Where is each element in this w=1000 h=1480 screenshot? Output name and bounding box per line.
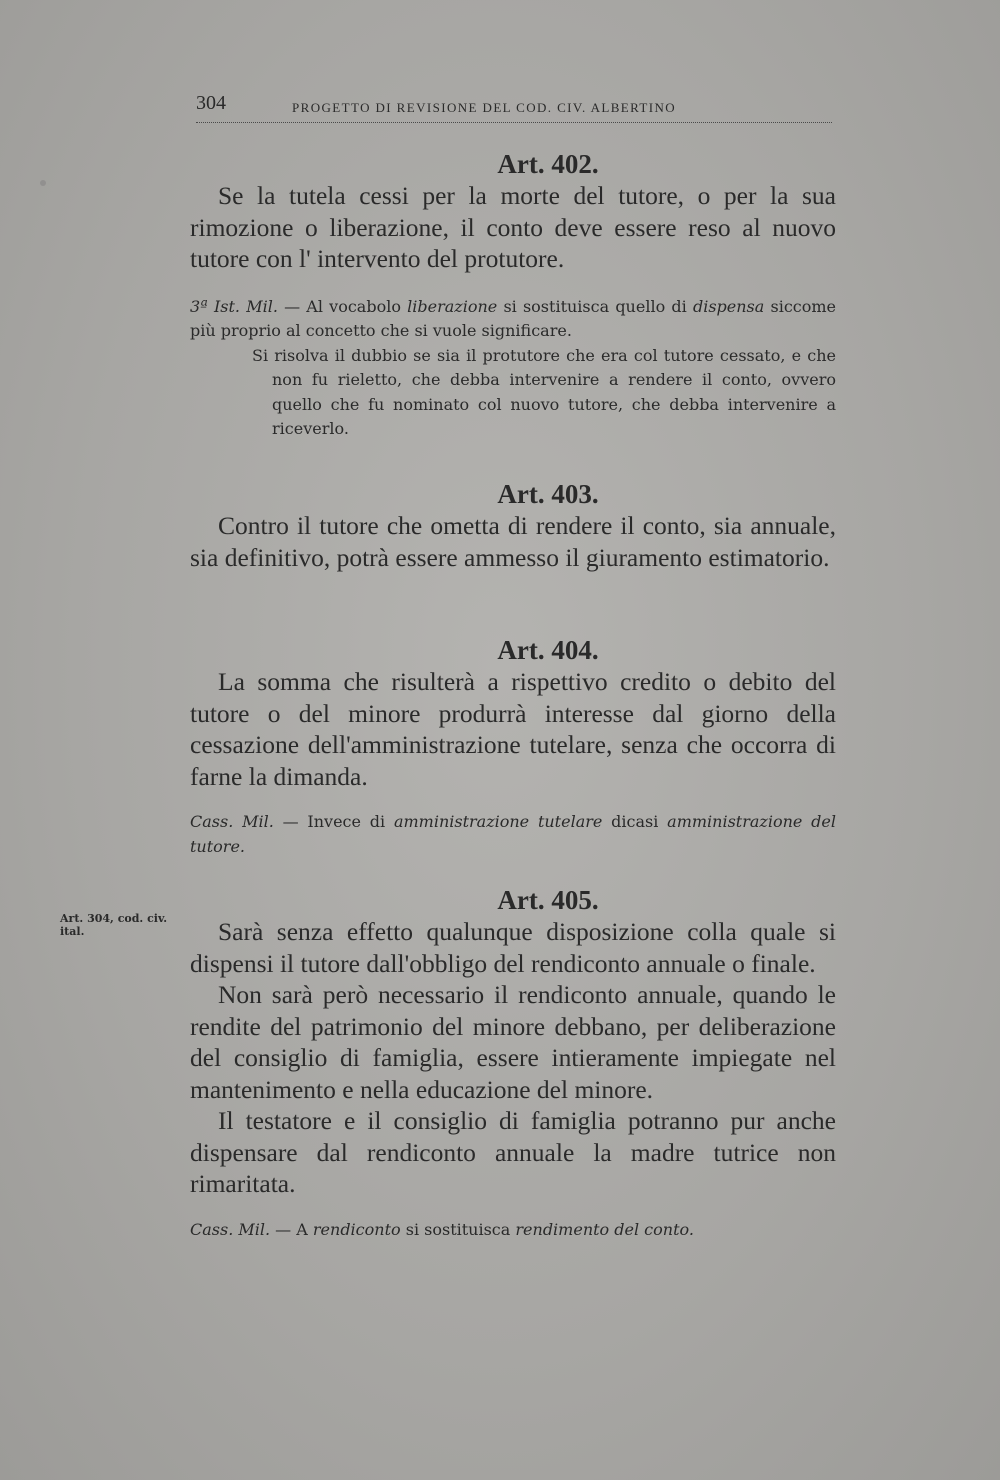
article-note-2: Si risolva il dubbio se sia il protutore che era col tutore cessato, e che non fu rieletto, che debba intervenire a rendere il conto, ovvero quello che fu nominato col nuovo tutore, che debba intervenire a riceverlo.	[252, 345, 836, 438]
article-heading: Art. 404.	[497, 635, 599, 665]
article-heading: Art. 402.	[497, 149, 599, 179]
article-text: La somma che risulterà a rispettivo credito o debito del tutore o del minore produrrà interesse dal giorno della cessazione dell'amministrazione tutelare, senza che occorra di farne la dimanda.	[190, 667, 836, 791]
article-heading: Art. 403.	[497, 479, 599, 509]
note-text-mid: si sostituisca quello di	[497, 296, 693, 316]
note-text-pre: — Al vocabolo	[277, 296, 408, 316]
page-smudge	[40, 180, 46, 186]
note-italic-1: amministrazione tutelare	[393, 812, 603, 831]
article-paragraph-1: Sarà senza effetto qualunque disposizione colla quale si dispensi il tutore dall'obbligo del rendiconto annuale o finale.	[190, 917, 836, 978]
article-405	[190, 884, 836, 1242]
note-source: Cass. Mil.	[190, 1219, 271, 1239]
article-paragraph-3: Il testatore e il consiglio di famiglia potranno pur anche dispensare dal rendiconto annuale la madre tutrice non rimaritata.	[190, 1106, 836, 1198]
note-text-mid: si sostituisca	[400, 1219, 516, 1239]
article-note	[190, 810, 836, 859]
note-italic-2: amministrazione del tutore.	[190, 812, 836, 856]
note-text-pre: — Invece di	[273, 812, 394, 831]
note-italic-2: rendimento del conto.	[515, 1219, 694, 1239]
article-paragraph-2: Non sarà però necessario il rendiconto annuale, quando le rendite del patrimonio del minore debbano, per deliberazione del consiglio di famiglia, essere intieramente impiegate nel mantenimento e nella educazione del minore.	[190, 980, 836, 1104]
article-heading: Art. 405.	[497, 885, 599, 915]
note-source: 3ª Ist. Mil.	[190, 296, 278, 316]
note-italic-2: dispensa	[692, 296, 765, 316]
article-text: Se la tutela cessi per la morte del tutore, o per la sua rimozione o liberazione, il conto deve essere reso al nuovo tutore con l' intervento del protutore.	[190, 181, 836, 273]
article-404	[190, 634, 836, 859]
article-402	[190, 148, 836, 442]
note-text-pre: — A	[270, 1219, 313, 1239]
margin-reference: Art. 304, cod. civ. ital.	[60, 912, 168, 938]
article-note	[190, 295, 836, 344]
note-italic-1: rendiconto	[312, 1219, 401, 1239]
article-note	[190, 1218, 836, 1243]
note-text-mid: dicasi	[602, 812, 668, 831]
running-title: PROGETTO DI REVISIONE DEL COD. CIV. ALBERTINO	[292, 100, 677, 115]
article-text: Contro il tutore che ometta di rendere il conto, sia annuale, sia definitivo, potrà essere ammesso il giuramento estimatorio.	[190, 511, 836, 572]
page-number: 304	[196, 92, 226, 114]
note-text-post: siccome più proprio al concetto che si vuole significare.	[190, 296, 837, 340]
article-403	[190, 478, 836, 573]
note-italic-1: liberazione	[407, 296, 498, 316]
running-head	[196, 92, 832, 123]
note-source: Cass. Mil.	[190, 812, 274, 831]
